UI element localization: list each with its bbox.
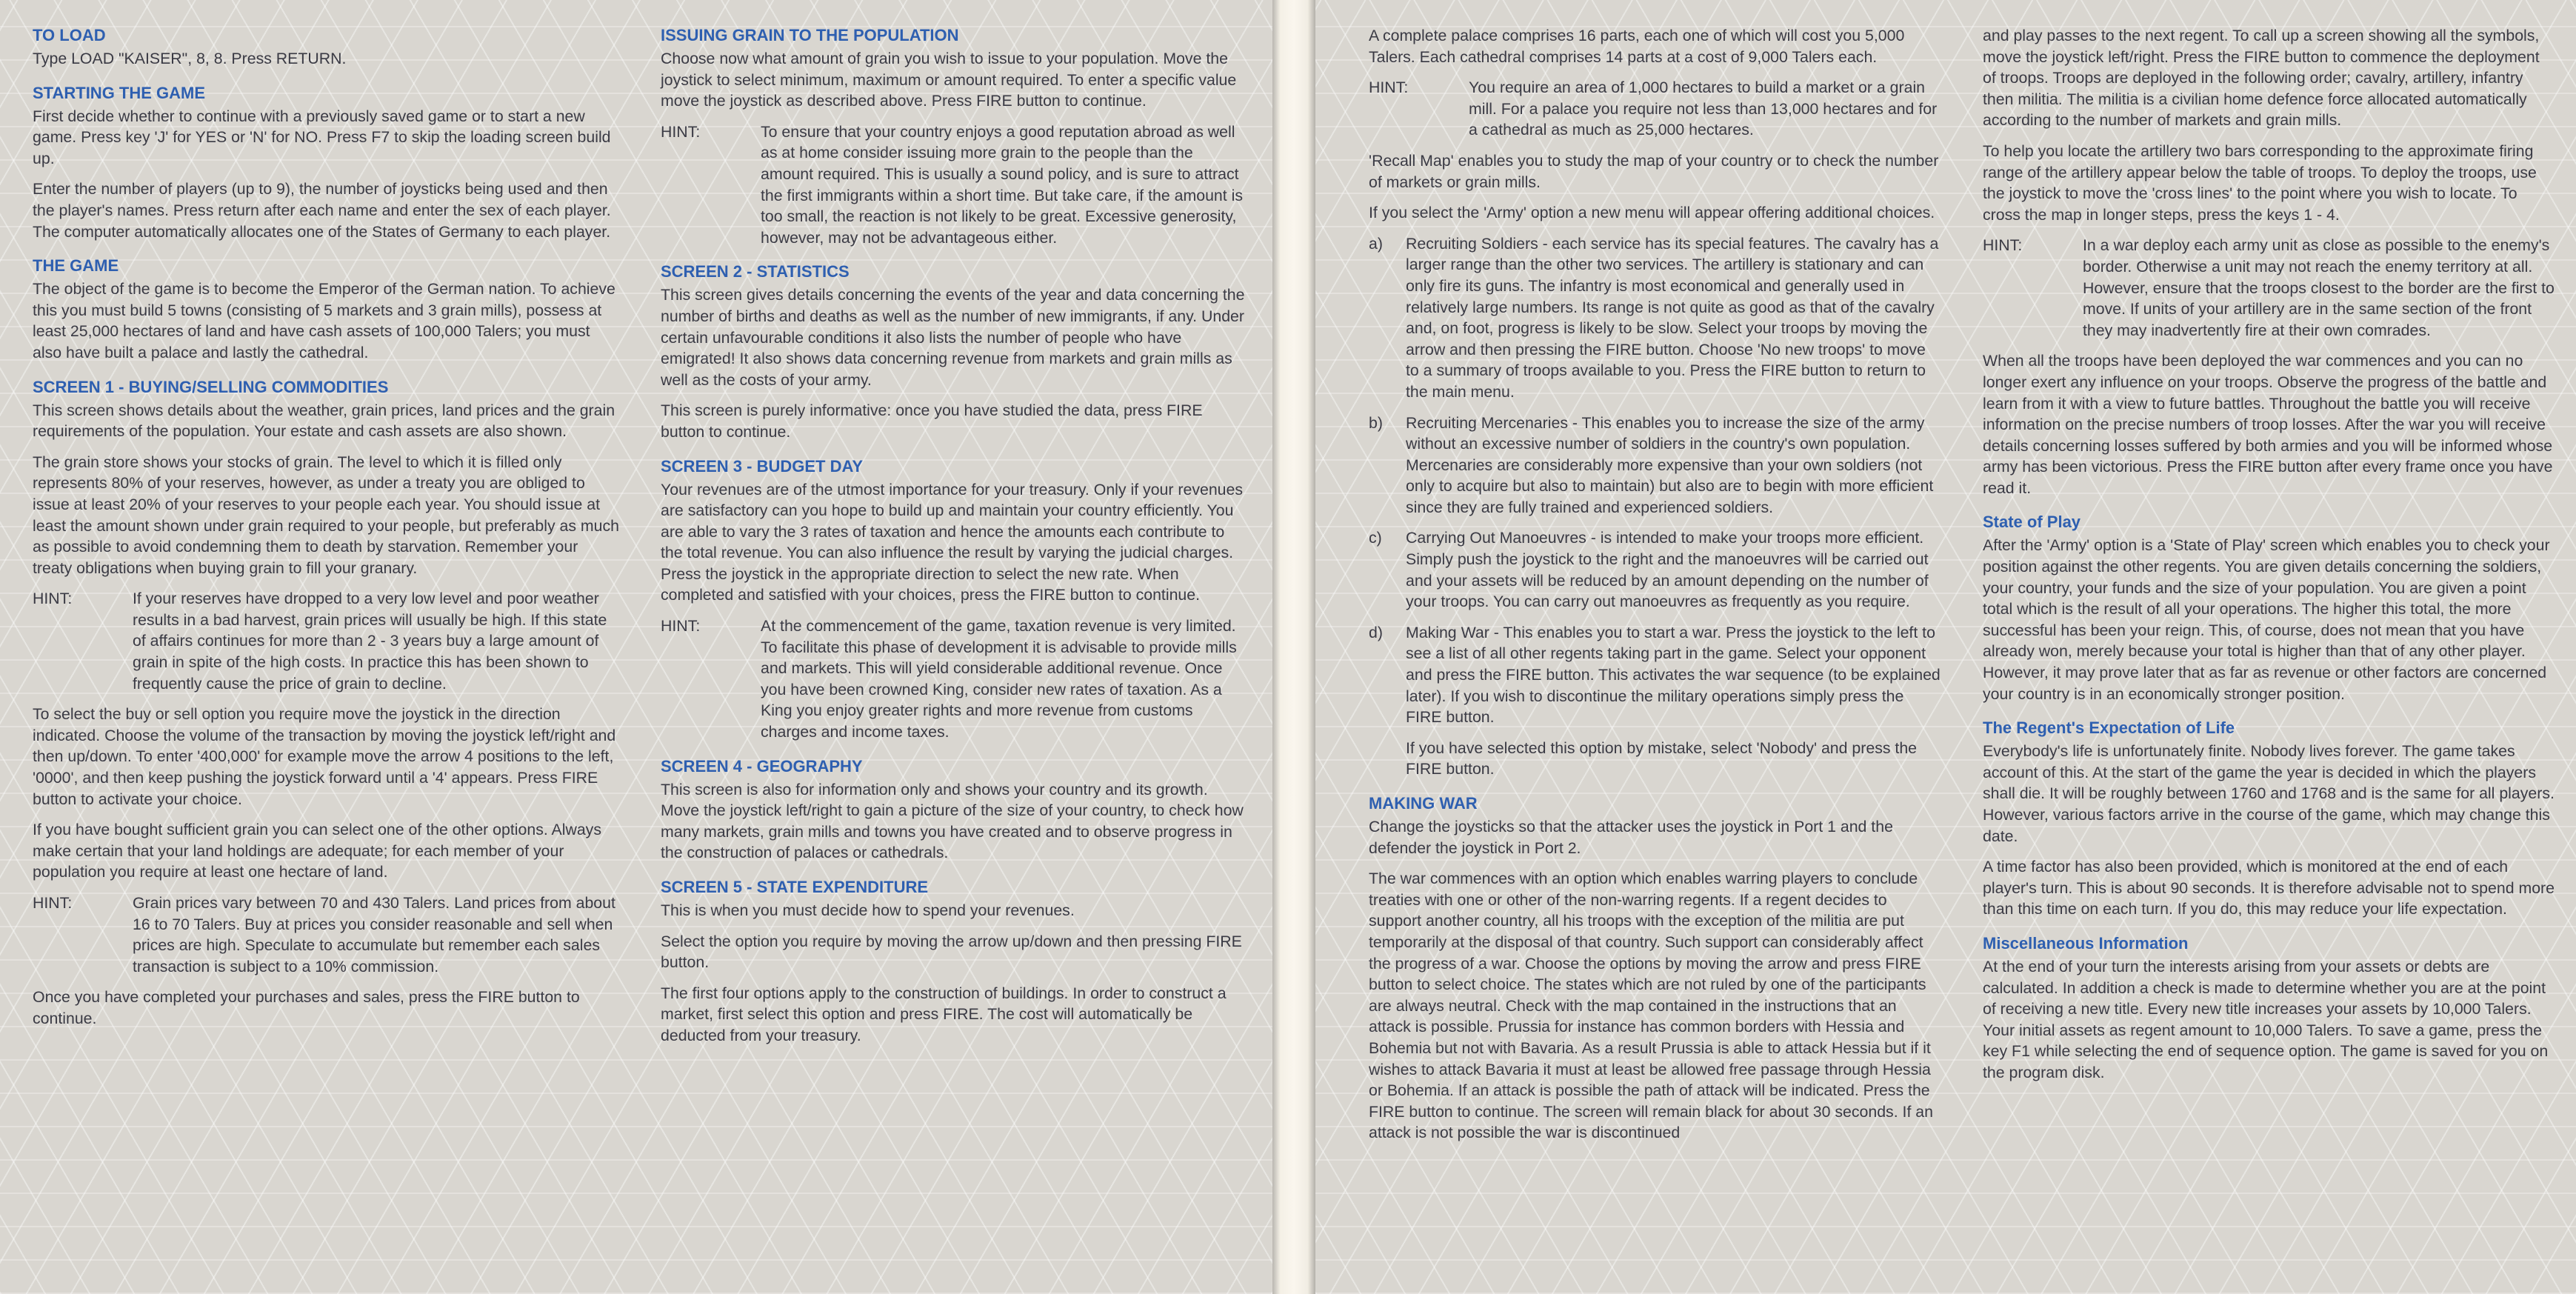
list-item-text: Making War - This enables you to start a war. Press the joystick to the left to see a list of all other regents taking part in the game. Select your opponent and press the FIRE button. This activates the war sequence (to be explained later). If you wish to discontinue the military operations simply press the FIRE button. <box>1406 623 1941 727</box>
paragraph: To select the buy or sell option you require move the joystick in the direction indicated. Choose the volume of the transaction by moving the joystick left/right and then up/down. To enter '400,000' for example move the arrow 4 positions to the left, '0000', and then keep pushing the joystick forward until a '4' appears. Press FIRE button to activate your choice. <box>33 705 616 808</box>
paragraph: A complete palace comprises 16 parts, each one of which will cost you 5,000 Talers. Each cathedral comprises 14 parts at a cost of 9,000 Talers each. <box>1369 27 1905 66</box>
column-2 <box>661 25 1247 1294</box>
hint-block <box>33 893 619 977</box>
paragraph: This is when you must decide how to spend your revenues. <box>661 901 1075 919</box>
paragraph: and play passes to the next regent. To call up a screen showing all the symbols, move the joystick left/right. Press the FIRE button to commence the deployment of troops. Troops are deployed in the following order; cavalry, artillery, infantry then militia. The militia is a civilian home defence force allocated automatically according to the number of markets and grain mills. <box>1983 27 2540 130</box>
list-item-text: If you have selected this option by mistake, select 'Nobody' and press the FIRE button. <box>1406 738 1918 778</box>
section-heading: THE GAME <box>33 256 119 276</box>
right-page <box>1315 0 2576 1294</box>
section-heading: MAKING WAR <box>1369 794 1478 813</box>
paragraph: Select the option you require by moving the arrow up/down and then pressing FIRE button. <box>661 932 1242 972</box>
hint-label: HINT: <box>33 894 73 912</box>
hint-label: HINT: <box>1369 79 1409 97</box>
section-heading: SCREEN 3 - BUDGET DAY <box>661 456 864 476</box>
section-heading: Miscellaneous Information <box>1983 933 2189 953</box>
list-item-text: Carrying Out Manoeuvres - is intended to make your troops more efficient. Simply push the joystick to the right and the manoeuvres will be carried out and your assets will be reduced by an amount depending on the number of your troops. You can carry out manoeuvres as frequently as you require. <box>1406 529 1929 611</box>
paragraph: First decide whether to continue with a previously saved game or to start a new game. Press key 'J' for YES or 'N' for NO. Press F7 to skip the loading screen build up. <box>33 107 611 167</box>
hint-text: If your reserves have dropped to a very low level and poor weather results in a bad harvest, grain prices will usually be high. If this state of affairs continues for more than 2 - 3 years buy a large amount of grain in spite of the high costs. In practice this has been shown to frequently cause the price of grain to decline. <box>133 590 607 693</box>
paragraph: Once you have completed your purchases and sales, press the FIRE button to continue. <box>33 988 580 1027</box>
paragraph: The object of the game is to become the Emperor of the German nation. To achieve this you must build 5 towns (consisting of 5 markets and 3 grain mills), possess at least 25,000 hectares of land and have cash assets of 100,000 Talers; you must also have built a palace and lastly the cathedral. <box>33 280 615 361</box>
list-item-marker: d) <box>1369 623 1383 641</box>
column-4 <box>1983 25 2555 1294</box>
hint-label: HINT: <box>661 122 701 141</box>
hint-label: HINT: <box>661 617 701 636</box>
paragraph: If you select the 'Army' option a new menu will appear offering additional choices. <box>1369 204 1935 222</box>
list-item <box>1369 622 1941 728</box>
paragraph: This screen is also for information only and shows your country and its growth. Move the joystick left/right to gain a picture of the size of your country, to check how many markets, grain mills and towns you have created and to observe progress in the construction of palaces or cathedrals. <box>661 780 1244 862</box>
hint-block <box>661 616 1247 743</box>
paragraph: At the end of your turn the interests arising from your assets or debts are calculated. In addition a check is made to determine whether you are at the point of receiving a new title. Every new title increases your assets by 10,000 Talers. Your initial assets as regent amount to 10,000 Talers. To save a game, press the key F1 while selecting the end of sequence option. The game is saved for you on the program disk. <box>1983 957 2549 1081</box>
list-item <box>1369 527 1941 612</box>
hint-label: HINT: <box>1983 236 2023 255</box>
section-heading: SCREEN 5 - STATE EXPENDITURE <box>661 878 929 896</box>
paragraph: Change the joysticks so that the attacker uses the joystick in Port 1 and the defender the joystick in Port 2. <box>1369 818 1893 857</box>
section-heading: SCREEN 1 - BUYING/SELLING COMMODITIES <box>33 377 389 396</box>
paragraph: The war commences with an option which enables warring players to conclude treaties with one or other of the non-warring regents. If a regent decides to support another country, all his troops with the exception of the militia are put temporarily at the disposal of that country. Such support can considerably affect the progress of a war. Choose the options by moving the arrow and press FIRE button to select choice. The states which are not ruled by one of the participants are always neutral. Check with the map contained in the instructions that an attack is possible. Prussia for instance has common borders with Hessia and Bohemia but not with Bavaria. As a result Prussia is able to attack Hessia but if it wishes to attack Bavaria it must at least be allowed free passage through Hessia or Bohemia. If an attack is possible the path of attack will be indicated. Press the FIRE button to continue. The screen will remain black for about 30 seconds. If an attack is not possible the war is discontinued <box>1369 870 1933 1142</box>
hint-block <box>33 588 619 694</box>
section-heading: TO LOAD <box>33 26 106 44</box>
left-page <box>0 0 1272 1294</box>
page-gutter <box>1272 0 1315 1294</box>
hint-block <box>1983 235 2555 341</box>
hint-text: You require an area of 1,000 hectares to build a market or a grain mill. For a palace you require not less than 13,000 hectares and for a cathedral as much as 25,000 hectares. <box>1469 79 1938 139</box>
hint-text: In a war deploy each army unit as close as possible to the enemy's border. Otherwise a unit may not reach the enemy territory at all. However, ensure that the troops closest to the border are the first to move. If units of your artillery are in the same section of the front they may inadvertently fire at their own comrades. <box>2083 236 2555 339</box>
paragraph: To help you locate the artillery two bars corresponding to the approximate firing range of the artillery appear below the table of troops. To deploy the troops, use the joystick to move the 'cross lines' to the point where you wish to locate. To cross the map in longer steps, press the keys 1 - 4. <box>1983 141 2537 224</box>
paragraph: When all the troops have been deployed the war commences and you can no longer exert any influence on your troops. Observe the progress of the battle and learn from it with a view to future battles. Throughout the battle you will receive information on the precise numbers of troop losses. After the war you will receive details concerning losses suffered by both armies and you will be informed whose army has been victorious. Press the FIRE button after every frame once you have read it. <box>1983 352 2553 497</box>
list-item-text: Recruiting Soldiers - each service has its special features. The cavalry has a larger range than the other two services. The artillery is stationary and can only fire its guns. The infantry is most economical and generally used in relatively large numbers. Its range is not quite as good as that of the cavalry and, on foot, progress is likely to be slow. Select your troops by moving the arrow and then pressing the FIRE button. Choose 'No new troops' to move to a summary of troops available to you. Press the FIRE button to return to the main menu. <box>1406 234 1939 401</box>
paragraph: After the 'Army' option is a 'State of Play' screen which enables you to check your position against the other regents. You are given details concerning the soldiers, your country, your funds and the size of your population. You are given a point total which is the result of all your operations. The higher this total, the more successful has been your reign. This, of course, does not mean that you have already won, merely because your total is higher than that of any other player. However, it may prove later that as far as revenue or other factors are concerned your country is in an economically stronger position. <box>1983 536 2550 703</box>
paragraph: This screen gives details concerning the events of the year and data concerning the number of births and deaths as well as the number of new immigrants, if any. Under certain unfavourable conditions it also lists the number of people who have emigrated! It also shows data concerning revenue from markets and grain mills as well as the costs of your army. <box>661 286 1245 389</box>
column-1 <box>33 25 619 1294</box>
paragraph: A time factor has also been provided, which is monitored at the end of each player's turn. This is about 90 seconds. It is therefore advisable not to spend more than this time on each turn. If you do, this may reduce your life expectation. <box>1983 858 2555 918</box>
list-item <box>1369 413 1941 518</box>
list-item-text: Recruiting Mercenaries - This enables you to increase the size of the army without an excessive number of soldiers in the country's own population. Mercenaries are considerably more expensive than your own soldiers (not only to acquire but also to maintain) but also are to begin with more efficient since they are fully trained and experienced soldiers. <box>1406 413 1934 516</box>
list-item-marker: c) <box>1369 529 1382 547</box>
paragraph: The first four options apply to the construction of buildings. In order to construct a market, first select this option and press FIRE. The cost will automatically be deducted from your treasury. <box>661 984 1227 1044</box>
section-heading: ISSUING GRAIN TO THE POPULATION <box>661 26 959 44</box>
section-heading: STARTING THE GAME <box>33 83 206 102</box>
hint-block <box>1369 77 1941 141</box>
paragraph: 'Recall Map' enables you to study the map of your country or to check the number of markets or grain mills. <box>1369 151 1939 191</box>
hint-text: Grain prices vary between 70 and 430 Talers. Land prices from about 16 to 70 Talers. Buy at prices you consider reasonable and sell when prices are high. Speculate to accumulate but remember each sales transaction is subject to a 10% commission. <box>133 894 615 975</box>
list-item <box>1369 738 1941 780</box>
hint-text: To ensure that your country enjoys a good reputation abroad as well as at home consider issuing more grain to the people than the amount required. This is usually a sound policy, and is sure to attract the first immigrants within a short time. But take care, if the amount is too small, the reaction is not likely to be great. Excessive generosity, however, may not be advantageous either. <box>761 122 1243 247</box>
section-heading: The Regent's Expectation of Life <box>1983 718 2235 738</box>
section-heading: SCREEN 4 - GEOGRAPHY <box>661 756 863 776</box>
section-heading: SCREEN 2 - STATISTICS <box>661 262 850 281</box>
list-item <box>1369 233 1941 403</box>
paragraph: This screen is purely informative: once you have studied the data, press FIRE button to continue. <box>661 401 1203 441</box>
hint-block <box>661 121 1247 249</box>
section-heading: State of Play <box>1983 513 2081 532</box>
hint-label: HINT: <box>33 590 73 608</box>
paragraph: This screen shows details about the weather, grain prices, land prices and the grain requirements of the population. Your estate and cash assets are also shown. <box>33 401 615 441</box>
paragraph: Type LOAD "KAISER", 8, 8. Press RETURN. <box>33 50 347 67</box>
list-item-marker: a) <box>1369 234 1383 253</box>
paragraph: Enter the number of players (up to 9), the number of joysticks being used and then the player's names. Press return after each name and enter the sex of each player. The computer automatically allocates one of the States of Germany to each player. <box>33 180 611 241</box>
paragraph: If you have bought sufficient grain you can select one of the other options. Always make certain that your land holdings are adequate; for each member of your population you require at least one hectare of land. <box>33 821 601 881</box>
list-item-marker: b) <box>1369 413 1383 432</box>
paragraph: Everybody's life is unfortunately finite. Nobody lives forever. The game takes account of this. At the start of the game the year is decided in which the players shall die. It will be roughly between 1760 and 1768 and is the same for all players. However, various factors arrive in the course of the game, which may change this date. <box>1983 742 2555 845</box>
paragraph: Your revenues are of the utmost importance for your treasury. Only if your revenues are satisfactory can you hope to build up and maintain your country efficiently. You are able to vary the 3 rates of taxation and hence the amounts each contribute to the total revenue. You can also influence the result by varying the judicial charges. Press the joystick in the appropriate direction to select the new rate. When completed and satisfied with your choices, press the FIRE button to continue. <box>661 480 1243 604</box>
column-3 <box>1369 25 1941 1294</box>
hint-text: At the commencement of the game, taxation revenue is very limited. To facilitate this phase of development it is advisable to provide mills and markets. This will yield considerable additional revenue. Once you have been crowned King, consider new rates of taxation. As a King you enjoy greater rights and more revenue from customs charges and income taxes. <box>761 617 1237 741</box>
paragraph: Choose now what amount of grain you wish to issue to your population. Move the joystick to select minimum, maximum or amount required. To enter a specific value move the joystick as described above. Press FIRE button to continue. <box>661 50 1237 110</box>
paragraph: The grain store shows your stocks of grain. The level to which it is filled only represents 80% of your reserves, however, as under a treaty you are obliged to issue at least 20% of your reserves to your people each year. You should issue at least the amount shown under grain required to your people, but preferably as much as possible to avoid condemning them to death by starvation. Remember your treaty obligations when buying grain to fill your granary. <box>33 453 620 577</box>
